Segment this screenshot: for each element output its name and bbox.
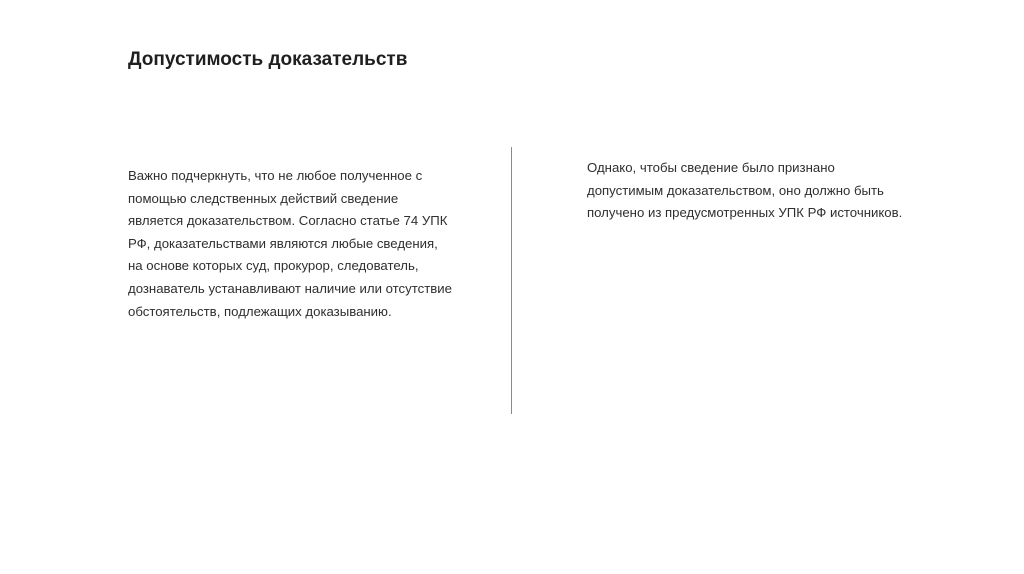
right-text-line: получено из предусмотренных УПК РФ источников. [587,205,903,221]
right-text-line: допустимым доказательством, оно должно быть [587,182,884,198]
right-text-line: Однако, чтобы сведение было признано [587,160,835,175]
left-text-line: на основе которых суд, прокурор, следователь, [128,258,419,274]
left-text-block [128,165,478,323]
left-text-line: обстоятельств, подлежащих доказыванию. [128,303,392,319]
left-text-line: Важно подчеркнуть, что не любое полученное с [128,168,423,183]
left-text-line: помощью следственных действий сведение [128,190,399,206]
left-text-line: является доказательством. Согласно статье 74 УПК [128,213,448,229]
left-text-line: дознаватель устанавливают наличие или отсутствие [128,280,452,296]
column-divider [511,147,512,414]
right-text-block [587,157,947,225]
slide-title: Допустимость доказательств [128,49,408,70]
left-text-line: РФ, доказательствами являются любые сведения, [128,235,438,251]
